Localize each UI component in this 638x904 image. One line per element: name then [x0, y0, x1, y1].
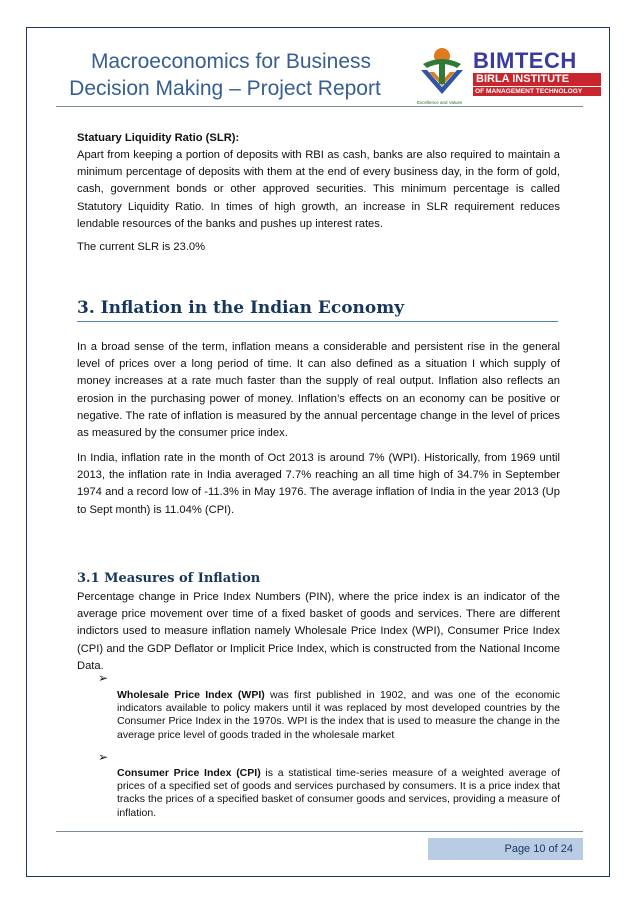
header-title — [56, 48, 406, 102]
bimtech-emblem-icon — [417, 44, 467, 102]
footer-divider — [56, 831, 583, 832]
bullet-cpi-text: is a statistical time-series measure of a weighted average of prices of a specified set of goods and services purchased by consumers. It is a price index that tracks the prices of a specified basket of consumer goods and services, providing a measure of inflation. — [117, 767, 560, 819]
logo-band-line2: OF MANAGEMENT TECHNOLOGY — [473, 87, 601, 96]
bullet-arrow-icon: ➢ — [98, 750, 109, 764]
bimtech-logo — [417, 44, 607, 105]
slr-body: Apart from keeping a portion of deposits with RBI as cash, banks are also required to maintain a minimum percentage of deposits with them at the end of every business day, in the form of gold, cash, government bonds or other approved securities. This minimum percentage is called Statutory Liquidity Ratio. In times of high growth, an increase in SLR requirement reduces lendable resources of the banks and pushes up interest rates. — [77, 149, 560, 230]
section-3-heading: 3. Inflation in the Indian Economy — [77, 298, 558, 322]
section-3-para1: In a broad sense of the term, inflation means a considerable and persistent rise in the general level of prices over a long period of time. It can also defined as a situation I which supply of money increases at a rate much faster than the supply of real output. Inflation also reflects an erosion in the purchasing power of money. Inflation’s effects on an economy can be positive or negative. The rate of inflation is measured by the annual percentage change in the level of prices as measured by the consumer price index. — [77, 341, 560, 440]
header-title-line2: Decision Making – Project Report — [69, 77, 381, 100]
slr-current: The current SLR is 23.0% — [77, 241, 206, 253]
bullet-cpi — [117, 767, 560, 820]
section-3-1-heading: 3.1 Measures of Inflation — [77, 571, 261, 586]
bullet-wpi — [117, 689, 560, 742]
bullet-wpi-term: Wholesale Price Index (WPI) — [117, 689, 265, 701]
header-title-line1: Macroeconomics for Business — [90, 50, 372, 73]
section-3-1-para: Percentage change in Price Index Numbers (PIN), where the price index is an indicator of the average price movement over time of a fixed basket of goods and services. There are different indictors used to measure inflation namely Wholesale Price Index (WPI), Consumer Price Index (CPI) and the GDP Deflator or Implicit Price Index, which is constructed from the National Income Data. — [77, 591, 560, 672]
page-number: Page 10 of 24 — [428, 838, 583, 860]
logo-wordmark: BIMTECH — [473, 48, 577, 73]
logo-band-line1: BIRLA INSTITUTE — [473, 73, 601, 86]
logo-tagline: Excellence and Values — [417, 100, 463, 105]
section-3-para2: In India, inflation rate in the month of Oct 2013 is around 7% (WPI). Historically, from 1969 until 2013, the inflation rate in India averaged 7.7% reaching an all time high of 34.7% in September 1974 and a record low of -11.3% in May 1976. The average inflation of India in the year 2013 (Up to Sept month) is 11.04% (CPI). — [77, 452, 560, 516]
bullet-cpi-term: Consumer Price Index (CPI) — [117, 767, 261, 779]
slr-heading: Statuary Liquidity Ratio (SLR): — [77, 132, 240, 144]
header-divider — [56, 106, 583, 107]
bullet-arrow-icon: ➢ — [98, 671, 109, 685]
bullet-wpi-text: was first published in 1902, and was one of the economic indicators available to policy makers until it was replaced by most developed countries by the Consumer Price Index in the 1970s. WPI is the index that is used to measure the change in the average price level of goods traded in the wholesale market — [117, 689, 561, 741]
